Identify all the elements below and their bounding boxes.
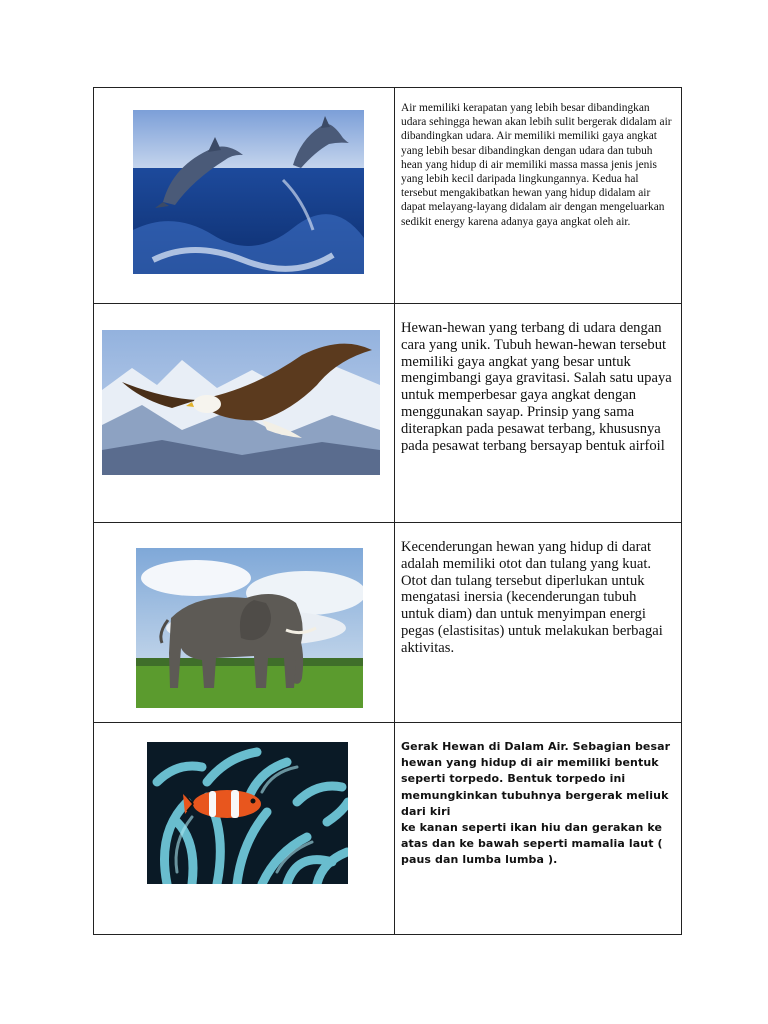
row-4-text-line: Gerak Hewan di Dalam Air. Sebagian besar hewan yang hidup di air memiliki bentuk seperti torpedo. Bentuk torpedo ini memungkinkan tubuhnya bergerak meliuk dari kiri (401, 740, 671, 818)
clownfish-image (147, 742, 348, 884)
row-3-text: Kecenderungan hewan yang hidup di darat adalah memiliki otot dan tulang yang kuat. Otot dan tulang tersebut diperlukan untuk mengatasi inersia (kecenderungan tubuh untuk diam) dan untuk menyimpan energi pegas (elastisitas) untuk melakukan berbagai aktivitas. (401, 539, 663, 656)
table-row (94, 723, 681, 935)
elephant-image (136, 548, 363, 708)
row-2-text: Hewan-hewan yang terbang di udara dengan cara yang unik. Tubuh hewan-hewan tersebut memiliki gaya angkat yang besar untuk mengimbangi gaya gravitasi. Salah satu upaya untuk memperbesar gaya angkat dengan menggunakan sayap. Prinsip yang sama diterapkan pada pesawat terbang, khususnya pada pesawat terbang bersayap bentuk airfoil (401, 320, 672, 454)
table-row (94, 523, 681, 723)
column-divider (394, 304, 395, 522)
row-1-text: Air memiliki kerapatan yang lebih besar dibandingkan udara sehingga hewan akan lebih sulit bergerak didalam air dibandingkan udara. Air memiliki memiliki gaya angkat yang lebih besar dibandingkan dengan udara dan tubuh hean yang hidup di air memiliki massa massa jenis jenis yang lebih kecil daripada lingkungannya. Kedua hal tersebut mengakibatkan hewan yang hidup didalam air dapat melayang-layang didalam air dengan mengeluarkan sedikit energy karena adanya gaya angkat oleh air. (401, 102, 672, 228)
row-4-text (401, 739, 673, 869)
column-divider (394, 723, 395, 935)
table-row (94, 88, 681, 304)
row-4-text-line: ke kanan seperti ikan hiu dan gerakan ke atas dan ke bawah seperti mamalia laut ( paus dan lumba lumba ). (401, 821, 663, 867)
table-row (94, 304, 681, 523)
eagle-image (102, 330, 380, 475)
column-divider (394, 523, 395, 722)
column-divider (394, 88, 395, 303)
content-table (93, 87, 682, 935)
dolphins-image (133, 110, 364, 274)
